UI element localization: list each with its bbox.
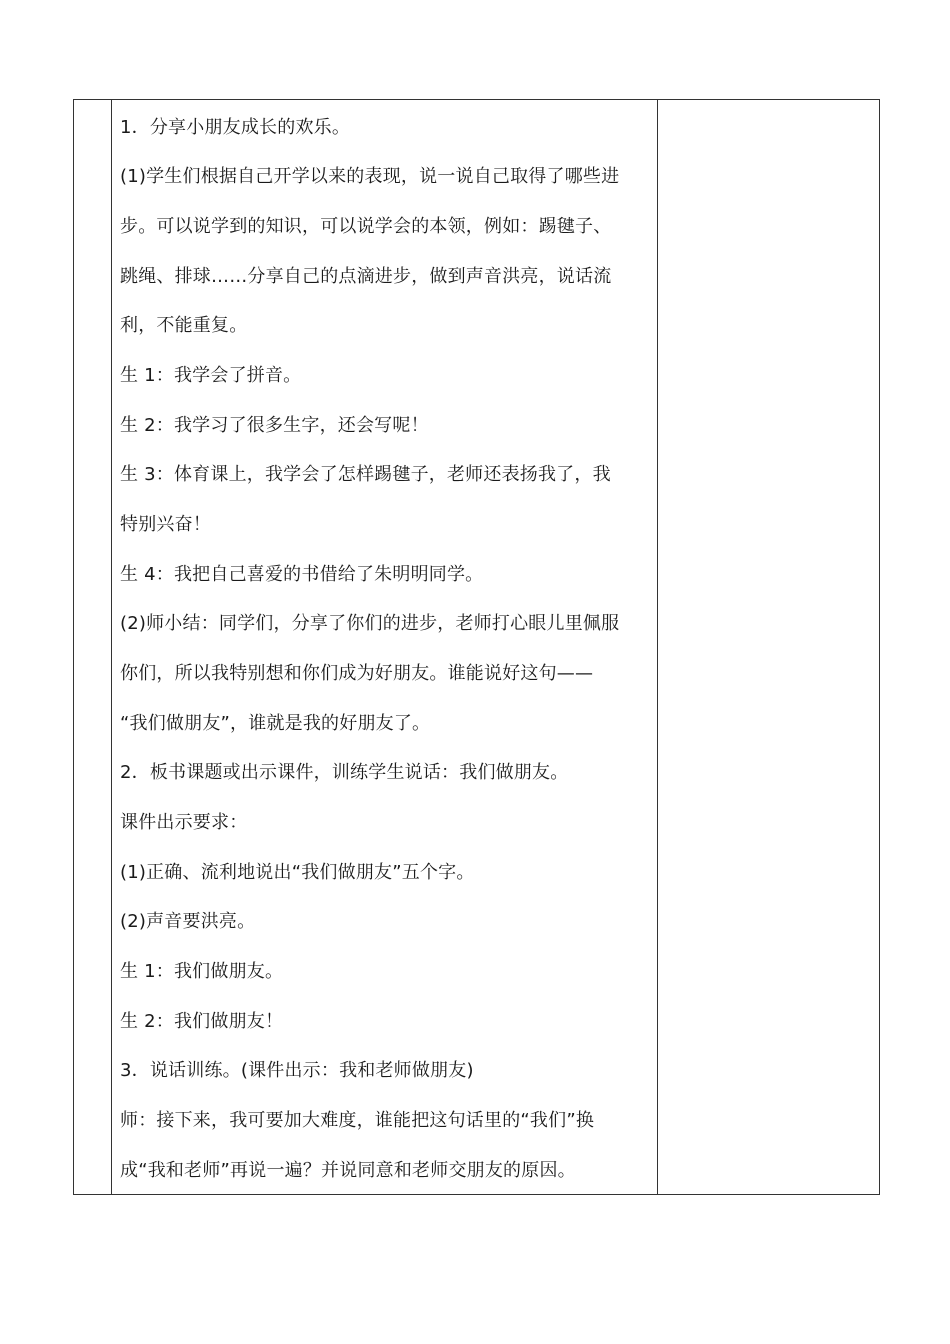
lesson-table (73, 99, 880, 1195)
text-line: (2)师小结：同学们，分享了你们的进步，老师打心眼儿里佩服 (120, 613, 620, 634)
text-line: (2)声音要洪亮。 (120, 911, 256, 932)
text-line: 生 2：我学习了很多生字，还会写呢！ (120, 415, 429, 436)
text-line: 成“我和老师”再说一遍？并说同意和老师交朋友的原因。 (120, 1160, 576, 1181)
text-line: 生 3：体育课上，我学会了怎样踢毽子，老师还表扬我了，我 (120, 464, 611, 485)
text-line: (1)学生们根据自己开学以来的表现，说一说自己取得了哪些进 (120, 166, 620, 187)
text-line: 特别兴奋！ (120, 514, 211, 535)
text-line: 跳绳、排球……分享自己的点滴进步，做到声音洪亮，说话流 (120, 266, 612, 287)
text-line: 步。可以说学到的知识，可以说学会的本领，例如：踢毽子、 (120, 216, 612, 237)
text-line: 3．说话训练。(课件出示：我和老师做朋友) (120, 1060, 474, 1081)
text-line: 你们，所以我特别想和你们成为好朋友。谁能说好这句—— (120, 663, 594, 684)
column-divider (657, 100, 658, 1194)
text-line: 1．分享小朋友成长的欢乐。 (120, 117, 351, 138)
text-line: “我们做朋友”，谁就是我的好朋友了。 (120, 713, 431, 734)
text-line: 生 1：我们做朋友。 (120, 961, 284, 982)
text-line: 生 4：我把自己喜爱的书借给了朱明明同学。 (120, 564, 484, 585)
text-line: 生 2：我们做朋友！ (120, 1011, 284, 1032)
text-line: 2．板书课题或出示课件，训练学生说话：我们做朋友。 (120, 762, 569, 783)
text-line: (1)正确、流利地说出“我们做朋友”五个字。 (120, 862, 475, 883)
text-line: 课件出示要求： (120, 812, 248, 833)
text-line: 生 1：我学会了拼音。 (120, 365, 302, 386)
text-line: 利，不能重复。 (120, 315, 248, 336)
column-divider (111, 100, 112, 1194)
text-line: 师：接下来，我可要加大难度，谁能把这句话里的“我们”换 (120, 1110, 595, 1131)
